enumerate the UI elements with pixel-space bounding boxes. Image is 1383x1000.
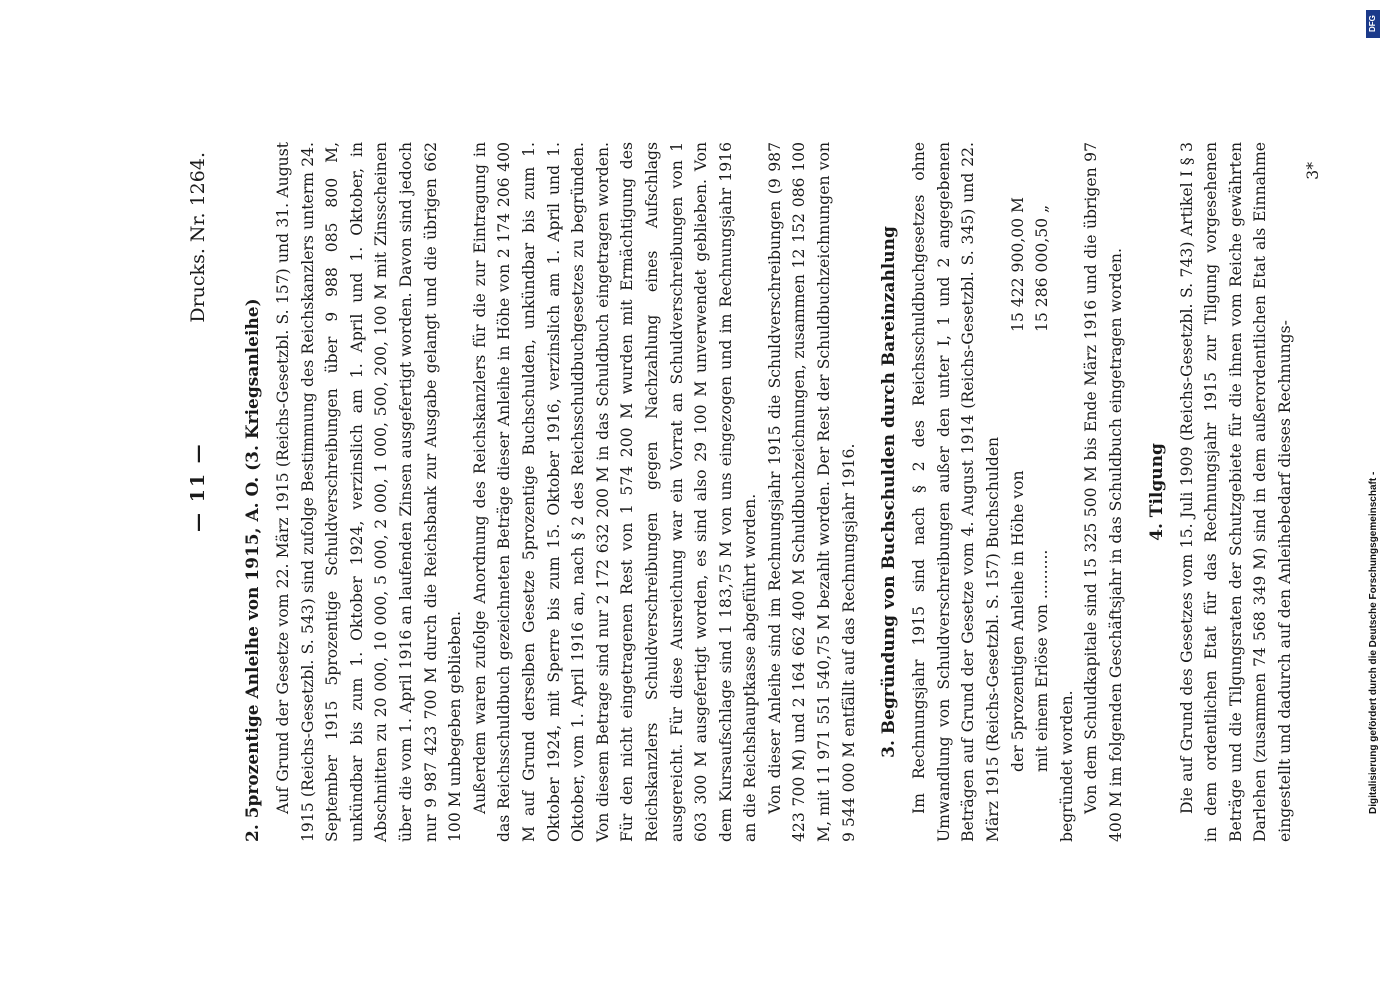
section-3-paragraph-1: Im Rechnungsjahr 1915 sind nach § 2 des Reichsschuldbuchgesetzes ohne Umwandlung von Schuldverschreibungen außer den unter I, 1 und 2 angegebenen Beträgen auf Grund der Gesetze vom 4. August 1914 (Reichs-Gesetzbl. S. 345) und 22. März 1915 (Reichs-Gesetzbl. S. 157) Buchschulden [910,142,1003,842]
section-2-paragraph-3: Von dieser Anleihe sind im Rechnungsjahr 1915 die Schuldverschreibungen (9 987 423 700 M) und 2 164 662 400 M Schuldbuchzeichnungen, zusammen 12 152 086 100 M, mit 11 971 551 540,75 M bezahlt worden. Der Rest der Schuldbuchzeichnungen von 9 544 000 M entfällt auf das Rechnungsjahr 1916. [765,142,858,842]
dfg-note: Digitalisierung gefördert durch die Deutsche Forschungsgemeinschaft - [1368,471,1379,814]
section-3-paragraph-3: Von dem Schuldkapitale sind 15 325 500 M bis Ende März 1916 und die übrigen 97 400 M im folgenden Geschäftsjahr in das Schuldbuch eingetragen worden. [1082,142,1125,842]
section-3-paragraph-2: begründet worden. [1057,690,1076,842]
amount-label: der 5prozentigen Anleihe in Höhe von [1008,470,1027,772]
amount-value: 15 422 900,00 M [1008,196,1027,332]
document-page [185,0,1322,842]
section-4-paragraph-1: Die auf Grund des Gesetzes vom 15. Juli 1909 (Reichs-Gesetzbl. S. 743) Artikel I § 3 in dem ordentlichen Etat für das Rechnungsjahr 1915 zur Tilgung vorgesehenen Beträge und die Tilgungsraten der Schutzgebiete für die ihnen vom Reiche gewährten Darlehen (zusammen 74 568 349 M) sind in dem außerordentlichen Etat als Einnahme eingestellt und dadurch auf den Anleihebedarf dieses Rechnungs- [1177,142,1294,842]
section-2-paragraph-1: Auf Grund der Gesetze vom 22. März 1915 (Reichs-Gesetzbl. S. 157) und 31. August 1915 (Reichs-Gesetzbl. S. 543) sind zufolge Bestimmung des Reichskanzlers unterm 24. September 1915 5prozentige Schuldverschreibungen über 9 988 085 800 M, unkündbar bis zum 1. Oktober 1924, verzinslich am 1. April und 1. Oktober, in Abschnitten zu 20 000, 10 000, 5 000, 2 000, 1 000, 500, 200, 100 M mit Zinsscheinen über die vom 1. April 1916 an laufenden Zinsen ausgefertigt worden. Davon sind jedoch nur 9 987 423 700 M durch die Reichsbank zur Ausgabe gelangt und die übrigen 662 100 M unbegeben geblieben. [274,142,465,842]
amount-row-capital [1006,142,1031,772]
amount-row-proceeds [1030,142,1055,772]
section-4-title: 4. Tilgung [1146,443,1167,541]
amount-label: mit einem Erlöse von .......... [1033,549,1052,772]
dfg-logo: DFG [1366,10,1380,38]
page-content [185,142,1322,842]
section-3-title: 3. Begründung von Buchschulden durch Bareinzahlung [879,226,900,758]
signature-mark: 3* [1303,162,1322,180]
page-header [185,142,225,842]
section-3-amounts [1006,142,1055,772]
page-number: — 11 — [187,442,209,532]
amount-value: 15 286 000,50 „ [1033,204,1052,332]
drucksache-label: Drucks. Nr. 1264. [187,152,209,323]
section-2-paragraph-2: Außerdem waren zufolge Anordnung des Reichskanzlers für die zur Eintragung in das Reichsschuldbuch gezeichneten Beträge dieser Anleihe in Höhe von 2 174 206 400 M auf Grund derselben Gesetze 5prozentige Buchschulden, unkündbar bis zum 1. Oktober 1924, mit Sperre bis zum 15. Oktober 1916, verzinslich am 1. April und 1. Oktober, vom 1. April 1916 an, nach § 2 des Reichsschuldbuchgesetzes zu begründen. Von diesem Betrage sind nur 2 172 632 200 M in das Schuldbuch eingetragen worden. Für den nicht eingetragenen Rest von 1 574 200 M wurden mit Ermächtigung des Reichskanzlers Schuldverschreibungen gegen Nachzahlung eines Aufschlags ausgereicht. Für diese Ausreichung war ein Vorrat an Schuldverschreibungen von 1 603 300 M ausgefertigt worden, es sind also 29 100 M unverwendet geblieben. Von dem Kursaufschlage sind 1 183,75 M von uns eingezogen und im Rechnungsjahr 1916 an die Reichshauptkasse abgeführt worden. [470,142,760,842]
section-2-title: 2. 5prozentige Anleihe von 1915, A. O. (3. Kriegsanleihe) [243,298,263,842]
